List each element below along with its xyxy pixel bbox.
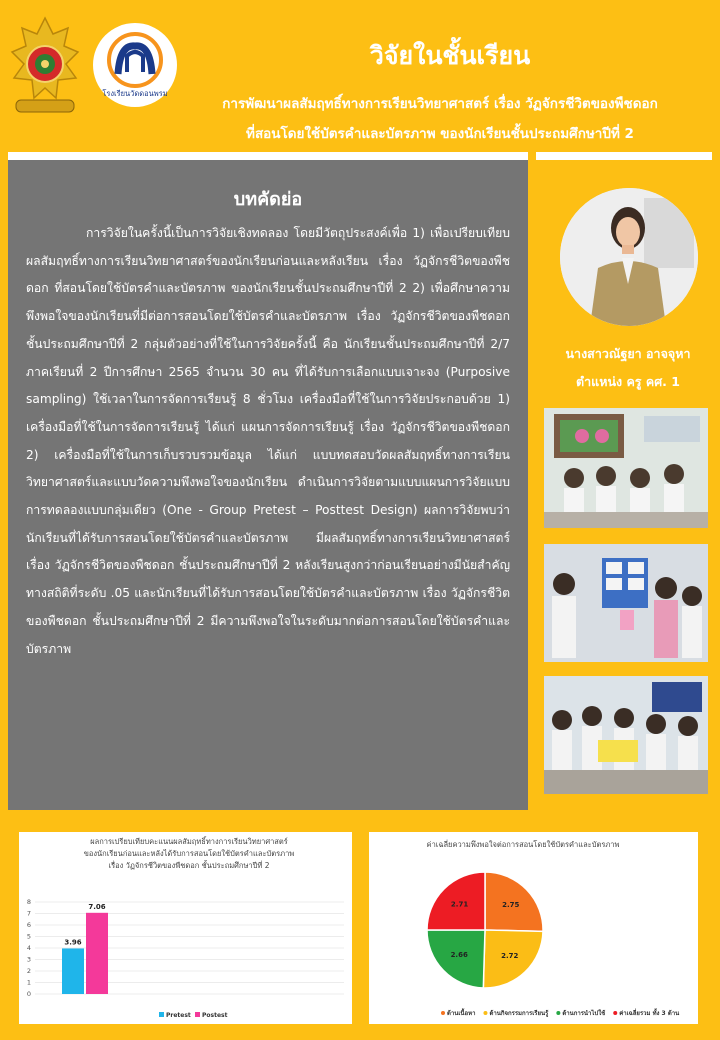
page-title: วิจัยในชั้นเรียน — [369, 41, 531, 70]
abstract-heading: บทคัดย่อ — [233, 189, 303, 210]
classroom-photo — [544, 408, 708, 528]
bar-y-tick-label: 4 — [26, 944, 31, 953]
legend-swatch — [195, 1012, 200, 1017]
legend-swatch — [483, 1011, 487, 1015]
classroom-photo — [544, 676, 708, 794]
school-logo-text: โรงเรียนวัดดอนพรม — [102, 89, 168, 98]
pie-data-label: 2.75 — [502, 900, 520, 909]
legend-label: ด้านการนำไปใช้ — [562, 1010, 606, 1017]
author-portrait — [560, 188, 698, 326]
classroom-photo — [544, 544, 708, 662]
page-subtitle-line2: ที่สอนโดยใช้บัตรคำและบัตรภาพ ของนักเรียนชั้นประถมศึกษาปีที่ 2 — [246, 126, 634, 142]
pie-chart-title: ค่าเฉลี่ยความพึงพอใจต่อการสอนโดยใช้บัตรคำและบัตรภาพ — [426, 840, 620, 849]
legend-label: Pretest — [166, 1012, 191, 1019]
author-name: นางสาวณัฐยา อาจจุหา — [565, 346, 691, 361]
bar-pretest — [62, 948, 84, 994]
header-banner — [0, 0, 720, 152]
bar-y-tick-label: 8 — [26, 898, 31, 907]
legend-label: ด้านกิจกรรมการเรียนรู้ — [489, 1010, 549, 1017]
achievement-bar-chart — [19, 832, 352, 1024]
legend-swatch — [159, 1012, 164, 1017]
legend-swatch — [613, 1011, 617, 1015]
bar-postest — [86, 913, 108, 994]
school-emblem-logo — [6, 14, 84, 118]
author-position: ตำแหน่ง ครู คศ. 1 — [576, 374, 680, 389]
pie-data-label: 2.66 — [450, 951, 468, 960]
bar-y-tick-label: 6 — [26, 921, 31, 930]
bar-y-tick-label: 0 — [26, 990, 31, 999]
bar-y-tick-label: 1 — [26, 978, 31, 987]
page-subtitle-line1: การพัฒนาผลสัมฤทธิ์ทางการเรียนวิทยาศาสตร์ เรื่อง วัฏจักรชีวิตของพืชดอก — [222, 96, 658, 112]
abstract-body: การวิจัยในครั้งนี้เป็นการวิจัยเชิงทดลอง โดยมีวัตถุประสงค์เพื่อ 1) เพื่อเปรียบเทียบผลสัมฤทธิ์ทางการเรียนวิทยาศาสตร์ของนักเรียนก่อนและหลังเรียน เรื่อง วัฏจักรชีวิตของพืชดอก ที่สอนโดยใช้บัตรคำและบัตรภาพ ของนักเรียนชั้นประถมศึกษาปีที่ 2 2) เพื่อศึกษาความพึงพอใจของนักเรียนที่มีต่อการสอนโดยใช้บัตรคำและบัตรภาพ เรื่อง วัฏจักรชีวิตของพืชดอก ชั้นประถมศึกษาปีที่ 2 กลุ่มตัวอย่างที่ใช้ในการวิจัยครั้งนี้ คือ นักเรียนชั้นประถมศึกษาปีที่ 2/7 ภาคเรียนที่ 2 ปีการศึกษา 2565 จำนวน 30 คน ที่ได้รับการเลือกแบบเจาะจง (Purposive sampling) ใช้เวลาในการจัดการเรียนรู้ 8 ชั่วโมง เครื่องมือที่ใช้ในการวิจัยประกอบด้วย 1) เครื่องมือที่ใช้ในการจัดการเรียนรู้ ได้แก่ แผนการจัดการเรียนรู้ เรื่อง วัฏจักรชีวิตของพืชดอก 2) เครื่องมือที่ใช้ในการเก็บรวบรวมข้อมูล ได้แก่ แบบทดสอบวัดผลสัมฤทธิ์ทางการเรียนวิทยาศาสตร์และแบบวัดความพึงพอใจของนักเรียน ดำเนินการวิจัยตามแบบแผนการวิจัยแบบการทดลองแบบกลุ่มเดียว (One - Group Pretest – Posttest Design) ผลการวิจัยพบว่า นักเรียนที่ได้รับการสอนโดยใช้บัตรคำและบัตรภาพ มีผลสัมฤทธิ์ทางการเรียนวิทยาศาสตร์ เรื่อง วัฏจักรชีวิตของพืชดอก ชั้นประถมศึกษาปีที่ 2 หลังเรียนสูงกว่าก่อนเรียนอย่างมีนัยสำคัญทางสถิติที่ระดับ .05 และนักเรียนที่ได้รับการสอนโดยใช้บัตรคำและบัตรภาพ เรื่อง วัฏจักรชีวิตของพืชดอก ชั้นประถมศึกษาปีที่ 2 มีความพึงพอใจในระดับมากต่อการสอนโดยใช้บัตรคำและบัตรภาพ — [26, 226, 510, 656]
bar-chart-title-line2: ของนักเรียนก่อนและหลังได้รับการสอนโดยใช้บัตรคำและบัตรภาพ — [83, 849, 295, 858]
bar-chart-title-line3: เรื่อง วัฏจักรชีวิตของพืชดอก ชั้นประถมศึกษาปีที่ 2 — [108, 861, 270, 870]
bar-y-tick-label: 2 — [26, 967, 31, 976]
bar-data-label: 3.96 — [64, 938, 82, 947]
bar-y-tick-label: 3 — [26, 955, 31, 964]
middle-border — [528, 152, 536, 810]
legend-label: Postest — [202, 1012, 228, 1019]
pie-data-label: 2.72 — [501, 952, 519, 961]
legend-label: ด้านเนื้อหา — [447, 1010, 476, 1017]
abstract-panel — [8, 160, 528, 810]
school-logo — [92, 22, 178, 108]
satisfaction-pie-chart — [369, 832, 698, 1024]
legend-label: ค่าเฉลี่ยรวม ทั้ง 3 ด้าน — [619, 1010, 680, 1017]
bar-y-tick-label: 7 — [26, 909, 31, 918]
bar-chart-title-line1: ผลการเปรียบเทียบคะแนนผลสัมฤทธิ์ทางการเรียนวิทยาศาสตร์ — [90, 837, 288, 846]
legend-swatch — [441, 1011, 445, 1015]
pie-data-label: 2.71 — [450, 900, 469, 909]
left-border — [0, 152, 8, 810]
bar-y-tick-label: 5 — [26, 932, 31, 941]
bar-data-label: 7.06 — [88, 902, 106, 911]
legend-swatch — [556, 1011, 560, 1015]
